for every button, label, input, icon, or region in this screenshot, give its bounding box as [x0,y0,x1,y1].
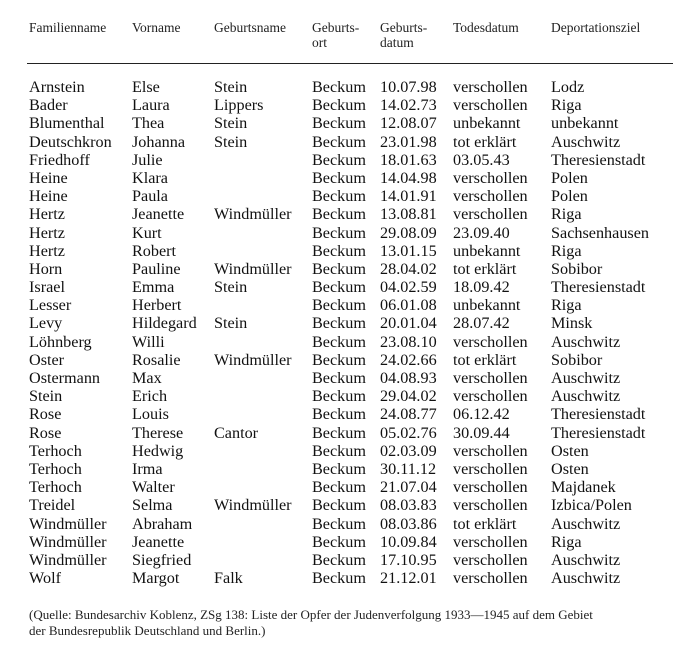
cell-geburtsdatum: 14.01.91 [380,187,437,206]
cell-deportationsziel: Lodz [551,78,585,96]
cell-geburtsdatum: 28.04.02 [380,259,437,278]
cell-vorname: Abraham [132,514,193,533]
cell-vorname: Kurt [132,223,162,242]
table-row [0,569,700,587]
table-row [0,169,700,187]
table-row [0,224,700,242]
cell-todesdatum: verschollen [453,550,528,569]
cell-geburtsort: Beckum [312,187,366,206]
table-row [0,96,700,114]
cell-geburtsort: Beckum [312,514,366,533]
cell-vorname: Rosalie [132,350,181,369]
cell-todesdatum: verschollen [453,96,528,115]
cell-deportationsziel: Riga [551,241,582,260]
cell-familienname: Windmüller [29,514,107,533]
cell-vorname: Willi [132,332,165,351]
header-deportationsziel: Deportationsziel [551,20,641,35]
cell-geburtsdatum: 13.08.81 [380,205,437,224]
cell-todesdatum: verschollen [453,532,528,551]
cell-todesdatum: tot erklärt [453,350,517,369]
cell-todesdatum: 30.09.44 [453,423,510,442]
cell-todesdatum: unbekannt [453,114,521,133]
cell-geburtsort: Beckum [312,496,366,515]
cell-familienname: Bader [29,96,68,115]
header-geburtsdatum-line-2: datum [380,35,414,50]
cell-todesdatum: verschollen [453,441,528,460]
table-row [0,405,700,423]
cell-deportationsziel: Auschwitz [551,514,621,533]
cell-deportationsziel: Auschwitz [551,369,621,387]
cell-todesdatum: verschollen [453,187,528,206]
header-geburtsdatum-line-1: Geburts- [380,20,428,35]
cell-todesdatum: unbekannt [453,241,521,260]
table-row [0,114,700,132]
cell-vorname: Max [132,369,162,387]
cell-geburtsname: Windmüller [214,496,292,515]
table-row [0,333,700,351]
cell-geburtsort: Beckum [312,168,366,187]
cell-geburtsort: Beckum [312,278,366,297]
cell-vorname: Walter [132,478,175,497]
cell-vorname: Laura [132,96,170,115]
cell-geburtsort: Beckum [312,478,366,497]
cell-vorname: Siegfried [132,550,192,569]
cell-todesdatum: 06.12.42 [453,405,510,424]
header-todesdatum: Todesdatum [453,20,519,35]
cell-familienname: Lesser [29,296,72,315]
cell-familienname: Rose [29,423,62,442]
cell-familienname: Friedhoff [29,150,90,169]
cell-todesdatum: verschollen [453,569,528,588]
cell-vorname: Irma [132,459,163,478]
cell-deportationsziel: unbekannt [551,114,619,133]
table-row [0,551,700,569]
table-row [0,478,700,496]
table-row [0,533,700,551]
cell-deportationsziel: Theresienstadt [551,278,646,297]
cell-geburtsdatum: 02.03.09 [380,441,437,460]
cell-geburtsdatum: 17.10.95 [380,550,437,569]
cell-deportationsziel: Polen [551,168,588,187]
cell-familienname: Treidel [29,496,76,515]
cell-geburtsdatum: 10.07.98 [380,78,437,96]
cell-familienname: Levy [29,314,63,333]
cell-familienname: Deutschkron [29,132,112,151]
cell-geburtsort: Beckum [312,405,366,424]
cell-geburtsort: Beckum [312,332,366,351]
cell-geburtsort: Beckum [312,132,366,151]
cell-familienname: Terhoch [29,478,82,497]
cell-deportationsziel: Auschwitz [551,132,621,151]
table-row [0,187,700,205]
cell-deportationsziel: Polen [551,187,588,206]
cell-deportationsziel: Auschwitz [551,550,621,569]
cell-deportationsziel: Sobibor [551,350,603,369]
table-row [0,442,700,460]
cell-vorname: Thea [132,114,165,133]
cell-geburtsort: Beckum [312,441,366,460]
cell-vorname: Hildegard [132,314,197,333]
cell-geburtsort: Beckum [312,569,366,588]
cell-deportationsziel: Majdanek [551,478,616,497]
cell-geburtsdatum: 12.08.07 [380,114,437,133]
table-row [0,369,700,387]
header-geburtsname: Geburtsname [214,20,286,35]
cell-geburtsort: Beckum [312,387,366,406]
cell-todesdatum: verschollen [453,78,528,96]
cell-geburtsname: Stein [214,114,248,133]
cell-todesdatum: verschollen [453,387,528,406]
cell-deportationsziel: Sachsenhausen [551,223,649,242]
cell-familienname: Ostermann [29,369,101,387]
cell-deportationsziel: Auschwitz [551,387,621,406]
cell-geburtsdatum: 24.02.66 [380,350,437,369]
cell-familienname: Hertz [29,223,65,242]
cell-vorname: Jeanette [132,532,185,551]
table-row [0,387,700,405]
cell-todesdatum: verschollen [453,332,528,351]
cell-vorname: Pauline [132,259,181,278]
cell-todesdatum: 18.09.42 [453,278,510,297]
table-row [0,351,700,369]
cell-geburtsname: Stein [214,314,248,333]
cell-vorname: Herbert [132,296,182,315]
cell-vorname: Robert [132,241,177,260]
cell-todesdatum: verschollen [453,478,528,497]
table-row [0,151,700,169]
cell-deportationsziel: Theresienstadt [551,423,646,442]
cell-familienname: Hertz [29,241,65,260]
cell-familienname: Blumenthal [29,114,105,133]
cell-geburtsname: Windmüller [214,259,292,278]
cell-todesdatum: verschollen [453,496,528,515]
cell-vorname: Louis [132,405,169,424]
cell-geburtsdatum: 14.04.98 [380,168,437,187]
cell-geburtsdatum: 13.01.15 [380,241,437,260]
table-row [0,278,700,296]
cell-geburtsname: Falk [214,569,243,588]
cell-geburtsort: Beckum [312,296,366,315]
cell-familienname: Wolf [29,569,61,588]
cell-geburtsdatum: 29.08.09 [380,223,437,242]
cell-deportationsziel: Minsk [551,314,593,333]
cell-todesdatum: tot erklärt [453,514,517,533]
table-row [0,460,700,478]
cell-geburtsdatum: 23.08.10 [380,332,437,351]
cell-familienname: Terhoch [29,459,82,478]
cell-deportationsziel: Auschwitz [551,332,621,351]
cell-vorname: Emma [132,278,175,297]
table-row [0,424,700,442]
cell-geburtsdatum: 21.07.04 [380,478,437,497]
cell-todesdatum: tot erklärt [453,259,517,278]
cell-todesdatum: unbekannt [453,296,521,315]
cell-vorname: Selma [132,496,173,515]
cell-geburtsdatum: 04.08.93 [380,369,437,387]
cell-geburtsname: Lippers [214,96,264,115]
cell-vorname: Johanna [132,132,186,151]
cell-geburtsort: Beckum [312,350,366,369]
cell-vorname: Paula [132,187,168,206]
cell-geburtsdatum: 14.02.73 [380,96,437,115]
cell-deportationsziel: Riga [551,532,582,551]
table-row [0,496,700,514]
cell-geburtsname: Stein [214,278,248,297]
cell-geburtsdatum: 21.12.01 [380,569,437,588]
cell-familienname: Löhnberg [29,332,92,351]
cell-vorname: Else [132,78,160,96]
table-row [0,314,700,332]
cell-deportationsziel: Izbica/Polen [551,496,632,515]
cell-geburtsdatum: 23.01.98 [380,132,437,151]
cell-deportationsziel: Osten [551,441,589,460]
header-rule [27,63,673,64]
cell-geburtsort: Beckum [312,423,366,442]
table-row [0,515,700,533]
cell-geburtsdatum: 06.01.08 [380,296,437,315]
cell-geburtsort: Beckum [312,223,366,242]
cell-familienname: Heine [29,187,68,206]
cell-geburtsort: Beckum [312,205,366,224]
cell-geburtsort: Beckum [312,259,366,278]
table-row [0,296,700,314]
cell-geburtsort: Beckum [312,114,366,133]
cell-geburtsdatum: 08.03.83 [380,496,437,515]
cell-familienname: Israel [29,278,65,297]
cell-geburtsname: Cantor [214,423,259,442]
cell-geburtsdatum: 08.03.86 [380,514,437,533]
cell-geburtsname: Stein [214,78,248,96]
cell-deportationsziel: Auschwitz [551,569,621,588]
table-row [0,78,700,96]
cell-deportationsziel: Riga [551,205,582,224]
table-row [0,205,700,223]
cell-todesdatum: 23.09.40 [453,223,510,242]
cell-geburtsort: Beckum [312,459,366,478]
cell-familienname: Heine [29,168,68,187]
cell-familienname: Terhoch [29,441,82,460]
cell-familienname: Windmüller [29,532,107,551]
header-vorname: Vorname [132,20,181,35]
cell-geburtsdatum: 20.01.04 [380,314,437,333]
cell-todesdatum: verschollen [453,168,528,187]
cell-familienname: Horn [29,259,63,278]
cell-todesdatum: verschollen [453,205,528,224]
cell-geburtsort: Beckum [312,78,366,96]
cell-todesdatum: 03.05.43 [453,150,510,169]
cell-geburtsort: Beckum [312,369,366,387]
cell-geburtsdatum: 04.02.59 [380,278,437,297]
cell-familienname: Windmüller [29,550,107,569]
cell-todesdatum: verschollen [453,459,528,478]
cell-vorname: Hedwig [132,441,184,460]
cell-geburtsname: Windmüller [214,350,292,369]
cell-geburtsdatum: 18.01.63 [380,150,437,169]
cell-geburtsdatum: 30.11.12 [380,459,437,478]
cell-deportationsziel: Osten [551,459,589,478]
cell-geburtsname: Stein [214,132,248,151]
cell-todesdatum: verschollen [453,369,528,387]
cell-geburtsdatum: 24.08.77 [380,405,437,424]
cell-vorname: Therese [132,423,184,442]
cell-geburtsdatum: 29.04.02 [380,387,437,406]
cell-geburtsname: Windmüller [214,205,292,224]
cell-deportationsziel: Sobibor [551,259,603,278]
table-row [0,260,700,278]
header-familienname: Familienname [29,20,107,35]
cell-vorname: Jeanette [132,205,185,224]
cell-geburtsort: Beckum [312,241,366,260]
cell-geburtsort: Beckum [312,96,366,115]
cell-deportationsziel: Theresienstadt [551,405,646,424]
cell-familienname: Stein [29,387,63,406]
cell-vorname: Margot [132,569,180,588]
header-geburtsort-line-1: Geburts- [312,20,360,35]
cell-familienname: Rose [29,405,62,424]
table-row [0,133,700,151]
cell-deportationsziel: Riga [551,296,582,315]
source-line-1: (Quelle: Bundesarchiv Koblenz, ZSg 138: Liste der Opfer der Judenverfolgung 1933—1945 auf dem Gebiet [29,607,593,622]
cell-geburtsort: Beckum [312,150,366,169]
header-geburtsort-line-2: ort [312,35,327,50]
cell-geburtsdatum: 05.02.76 [380,423,437,442]
table-row [0,242,700,260]
cell-deportationsziel: Theresienstadt [551,150,646,169]
cell-vorname: Erich [132,387,168,406]
cell-geburtsort: Beckum [312,550,366,569]
cell-familienname: Arnstein [29,78,85,96]
cell-todesdatum: 28.07.42 [453,314,510,333]
cell-vorname: Julie [132,150,163,169]
source-note [29,607,679,639]
cell-geburtsdatum: 10.09.84 [380,532,437,551]
victims-table-body [0,78,700,587]
cell-vorname: Klara [132,168,168,187]
cell-deportationsziel: Riga [551,96,582,115]
source-line-2: der Bundesrepublik Deutschland und Berlin.) [29,623,266,638]
cell-familienname: Hertz [29,205,65,224]
cell-geburtsort: Beckum [312,314,366,333]
cell-familienname: Oster [29,350,65,369]
cell-geburtsort: Beckum [312,532,366,551]
cell-todesdatum: tot erklärt [453,132,517,151]
